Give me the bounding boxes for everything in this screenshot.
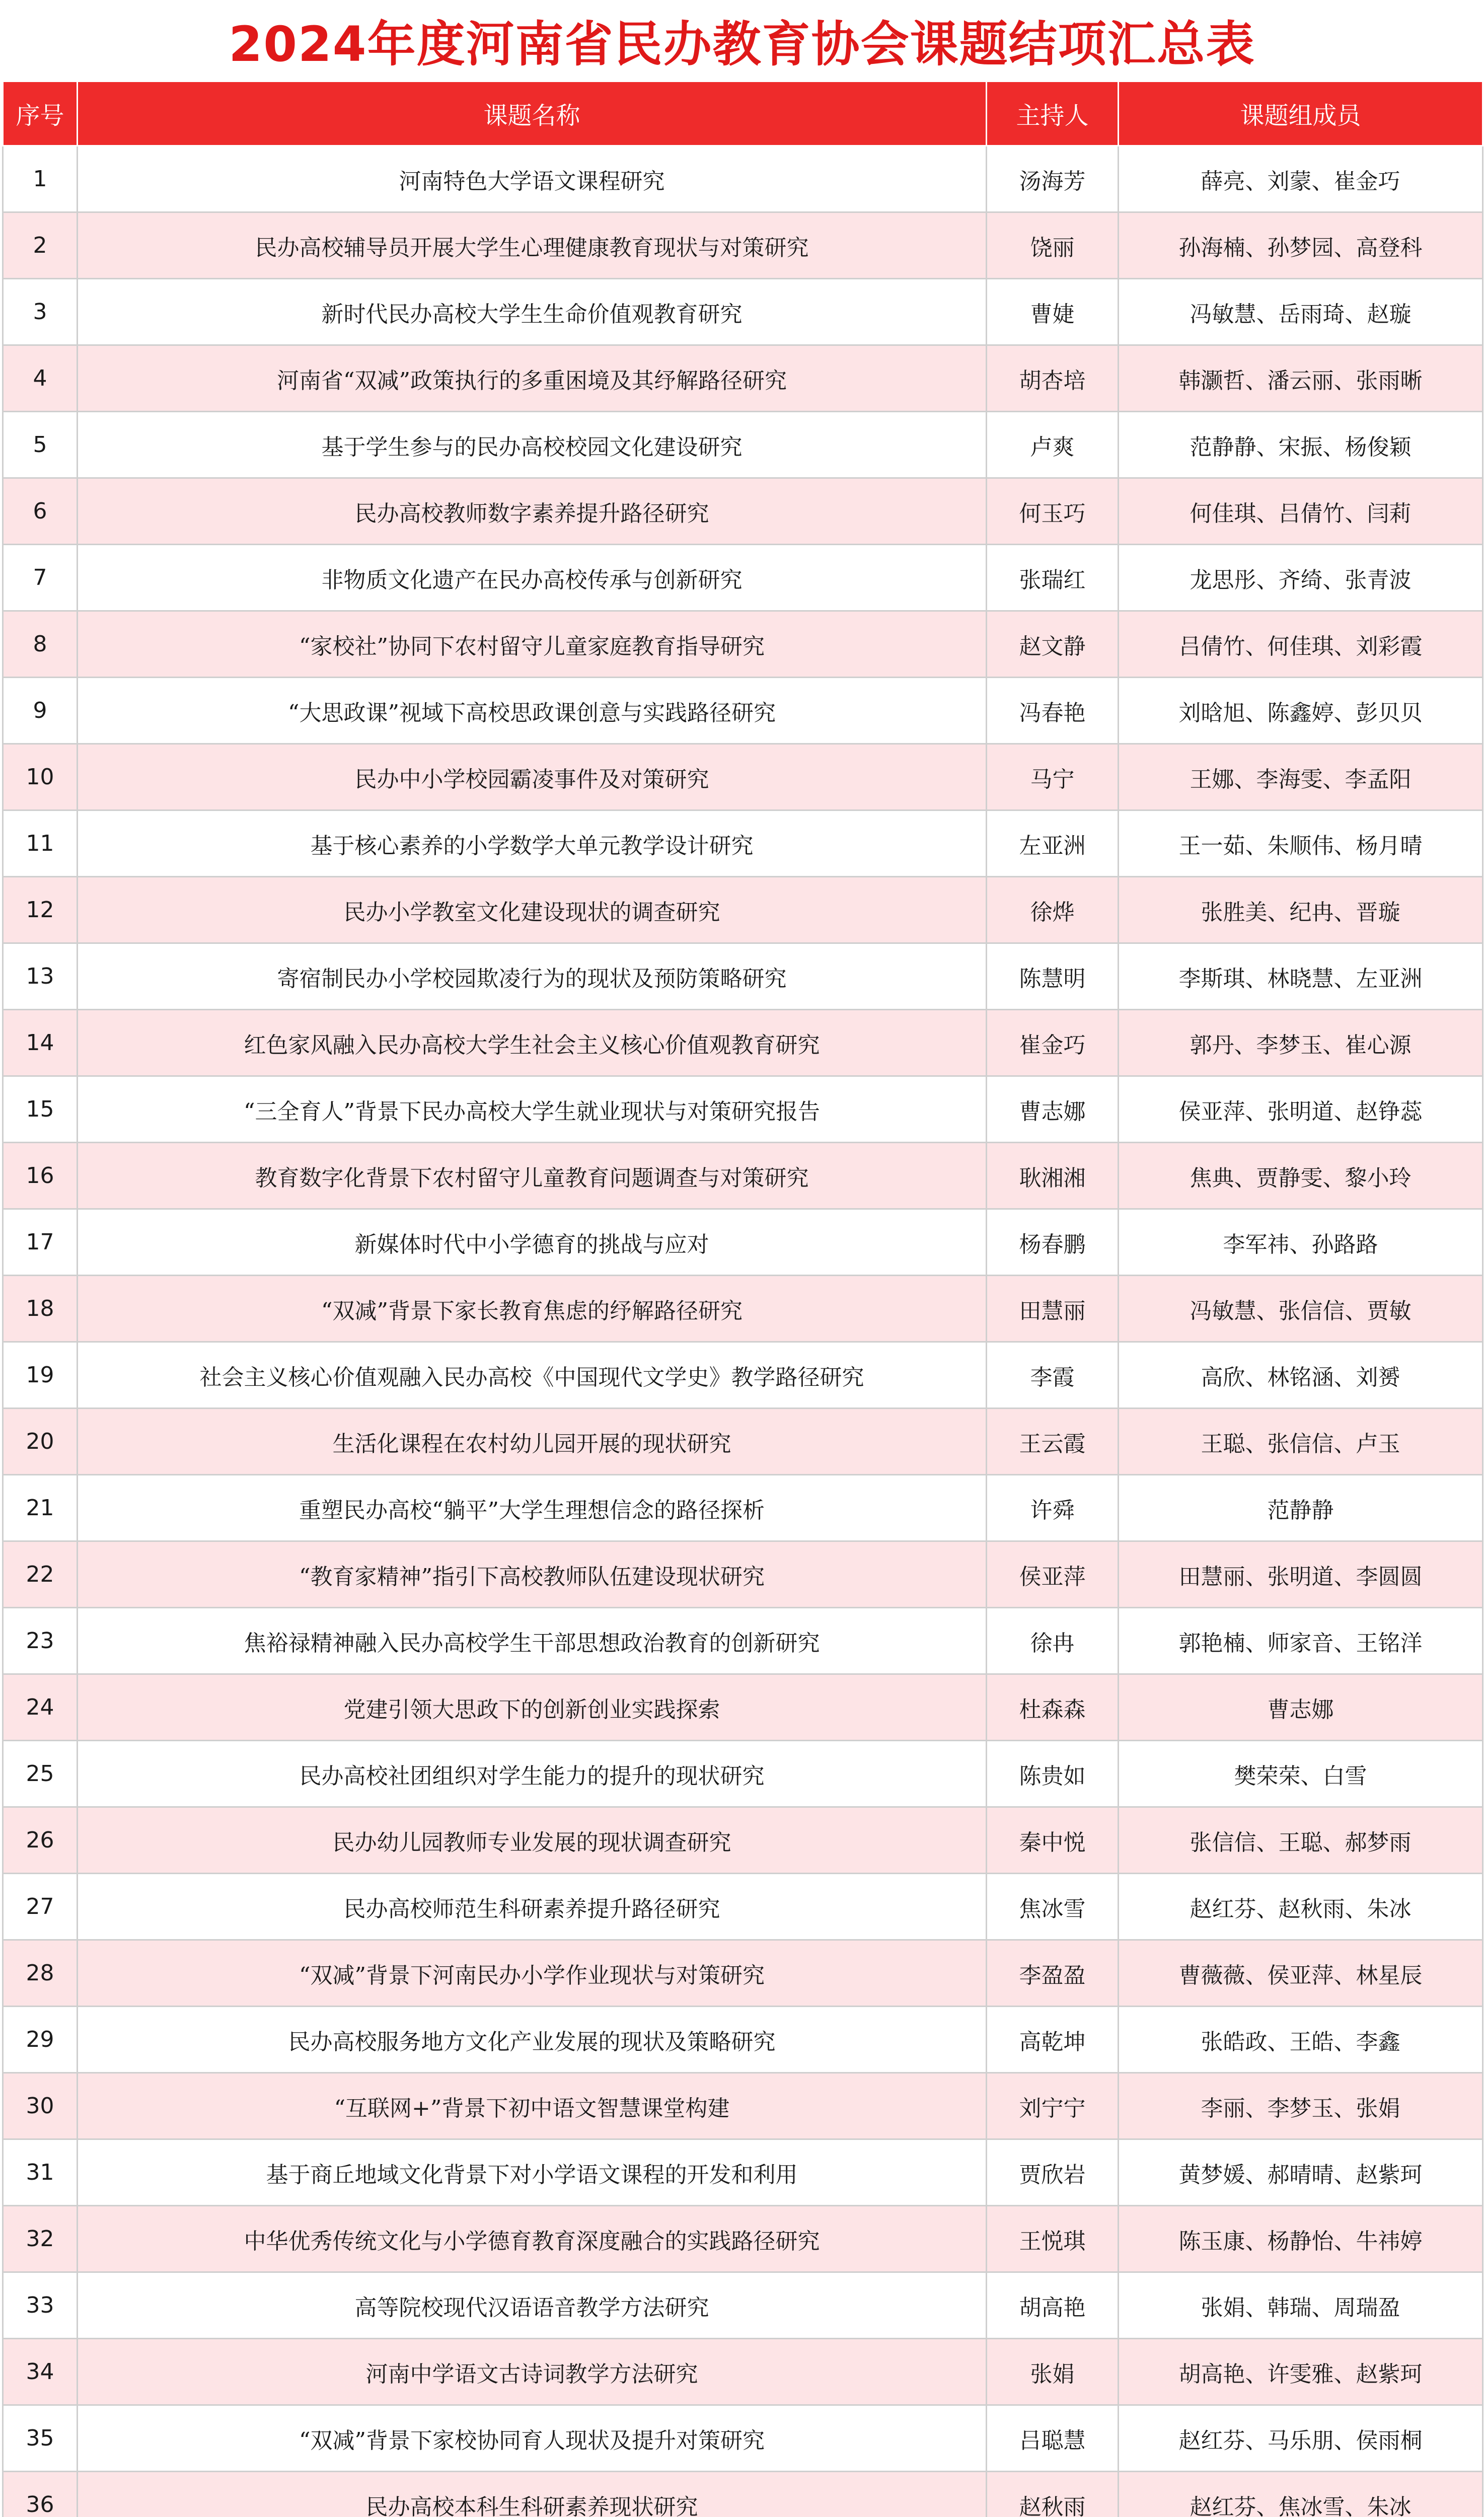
project-name: “双减”背景下家校协同育人现状及提升对策研究 [78,2405,987,2472]
host: 吕聪慧 [987,2405,1119,2472]
table-row [3,1608,1483,1674]
members: 王聪、张信信、卢玉 [1119,1409,1483,1475]
table-row [3,1076,1483,1143]
project-name: 新媒体时代中小学德育的挑战与应对 [78,1209,987,1276]
host: 许舜 [987,1475,1119,1541]
members: 赵红芬、马乐朋、侯雨桐 [1119,2405,1483,2472]
members: 李丽、李梦玉、张娟 [1119,2073,1483,2139]
table-row [3,2139,1483,2206]
table-body [3,146,1483,2517]
table-row [3,1209,1483,1276]
members: 冯敏慧、张信信、贾敏 [1119,1276,1483,1342]
project-name: 社会主义核心价值观融入民办高校《中国现代文学史》教学路径研究 [78,1342,987,1409]
host: 陈慧明 [987,943,1119,1010]
table-row [3,2339,1483,2405]
host: 胡高艳 [987,2272,1119,2339]
project-name: 民办高校社团组织对学生能力的提升的现状研究 [78,1741,987,1807]
host: 耿湘湘 [987,1143,1119,1209]
project-name: “大思政课”视域下高校思政课创意与实践路径研究 [78,678,987,744]
row-index: 9 [3,678,78,744]
project-name: 基于商丘地域文化背景下对小学语文课程的开发和利用 [78,2139,987,2206]
members: 赵红芬、焦冰雪、朱冰 [1119,2472,1483,2517]
host: 何玉巧 [987,478,1119,545]
row-index: 25 [3,1741,78,1807]
members: 吕倩竹、何佳琪、刘彩霞 [1119,611,1483,678]
members: 曹薇薇、侯亚萍、林星辰 [1119,1940,1483,2007]
project-name: 民办高校本科生科研素养现状研究 [78,2472,987,2517]
host: 左亚洲 [987,810,1119,877]
project-name: 非物质文化遗产在民办高校传承与创新研究 [78,545,987,611]
members: 冯敏慧、岳雨琦、赵璇 [1119,279,1483,345]
project-name: 民办小学教室文化建设现状的调查研究 [78,877,987,943]
row-index: 15 [3,1076,78,1143]
table-row [3,943,1483,1010]
project-name: 寄宿制民办小学校园欺凌行为的现状及预防策略研究 [78,943,987,1010]
host: 胡杏培 [987,345,1119,412]
host: 张娟 [987,2339,1119,2405]
host: 王悦琪 [987,2206,1119,2272]
members: 王娜、李海雯、李孟阳 [1119,744,1483,810]
table-row [3,545,1483,611]
host: 张瑞红 [987,545,1119,611]
header-host: 主持人 [987,82,1119,146]
header-index: 序号 [3,82,78,146]
host: 崔金巧 [987,1010,1119,1076]
project-name: “三全育人”背景下民办高校大学生就业现状与对策研究报告 [78,1076,987,1143]
row-index: 12 [3,877,78,943]
row-index: 36 [3,2472,78,2517]
members: 黄梦媛、郝晴晴、赵紫珂 [1119,2139,1483,2206]
members: 李斯琪、林晓慧、左亚洲 [1119,943,1483,1010]
row-index: 31 [3,2139,78,2206]
table-row [3,2472,1483,2517]
header-project-name: 课题名称 [78,82,987,146]
table-row [3,1674,1483,1741]
project-name: 民办幼儿园教师专业发展的现状调查研究 [78,1807,987,1874]
members: 王一茹、朱顺伟、杨月晴 [1119,810,1483,877]
table-row [3,810,1483,877]
project-name: 中华优秀传统文化与小学德育教育深度融合的实践路径研究 [78,2206,987,2272]
host: 曹婕 [987,279,1119,345]
project-summary-table [2,81,1483,2517]
table-row [3,345,1483,412]
table-row [3,1276,1483,1342]
project-name: 焦裕禄精神融入民办高校学生干部思想政治教育的创新研究 [78,1608,987,1674]
table-row [3,146,1483,212]
row-index: 22 [3,1541,78,1608]
row-index: 29 [3,2007,78,2073]
members: 曹志娜 [1119,1674,1483,1741]
row-index: 11 [3,810,78,877]
table-row [3,1475,1483,1541]
members: 何佳琪、吕倩竹、闫莉 [1119,478,1483,545]
table-row [3,412,1483,478]
project-name: 民办高校服务地方文化产业发展的现状及策略研究 [78,2007,987,2073]
row-index: 20 [3,1409,78,1475]
table-row [3,877,1483,943]
table-row [3,478,1483,545]
host: 侯亚萍 [987,1541,1119,1608]
host: 曹志娜 [987,1076,1119,1143]
members: 郭丹、李梦玉、崔心源 [1119,1010,1483,1076]
table-row [3,1940,1483,2007]
host: 卢爽 [987,412,1119,478]
table-row [3,2007,1483,2073]
host: 高乾坤 [987,2007,1119,2073]
row-index: 24 [3,1674,78,1741]
host: 秦中悦 [987,1807,1119,1874]
host: 焦冰雪 [987,1874,1119,1940]
host: 杨春鹏 [987,1209,1119,1276]
project-name: 新时代民办高校大学生生命价值观教育研究 [78,279,987,345]
table-row [3,2272,1483,2339]
host: 赵秋雨 [987,2472,1119,2517]
project-name: 红色家风融入民办高校大学生社会主义核心价值观教育研究 [78,1010,987,1076]
project-name: 河南中学语文古诗词教学方法研究 [78,2339,987,2405]
members: 张胜美、纪冉、晋璇 [1119,877,1483,943]
project-name: 重塑民办高校“躺平”大学生理想信念的路径探析 [78,1475,987,1541]
members: 范静静、宋振、杨俊颖 [1119,412,1483,478]
row-index: 7 [3,545,78,611]
table-header-row [3,82,1483,146]
table-row [3,1741,1483,1807]
row-index: 2 [3,212,78,279]
project-name: 教育数字化背景下农村留守儿童教育问题调查与对策研究 [78,1143,987,1209]
members: 赵红芬、赵秋雨、朱冰 [1119,1874,1483,1940]
host: 徐冉 [987,1608,1119,1674]
row-index: 21 [3,1475,78,1541]
project-name: 民办高校辅导员开展大学生心理健康教育现状与对策研究 [78,212,987,279]
table-row [3,1409,1483,1475]
project-name: 高等院校现代汉语语音教学方法研究 [78,2272,987,2339]
row-index: 17 [3,1209,78,1276]
row-index: 35 [3,2405,78,2472]
page-title: 2024年度河南省民办教育协会课题结项汇总表 [229,16,1255,72]
project-name: 生活化课程在农村幼儿园开展的现状研究 [78,1409,987,1475]
table-row [3,678,1483,744]
project-name: 民办高校教师数字素养提升路径研究 [78,478,987,545]
project-name: “教育家精神”指引下高校教师队伍建设现状研究 [78,1541,987,1608]
members: 范静静 [1119,1475,1483,1541]
host: 冯春艳 [987,678,1119,744]
project-name: 基于核心素养的小学数学大单元教学设计研究 [78,810,987,877]
row-index: 34 [3,2339,78,2405]
members: 张皓政、王皓、李鑫 [1119,2007,1483,2073]
row-index: 3 [3,279,78,345]
host: 陈贵如 [987,1741,1119,1807]
host: 刘宁宁 [987,2073,1119,2139]
table-row [3,2405,1483,2472]
host: 李霞 [987,1342,1119,1409]
row-index: 26 [3,1807,78,1874]
table-row [3,212,1483,279]
project-name: 河南特色大学语文课程研究 [78,146,987,212]
host: 杜森森 [987,1674,1119,1741]
row-index: 4 [3,345,78,412]
project-name: 民办中小学校园霸凌事件及对策研究 [78,744,987,810]
row-index: 18 [3,1276,78,1342]
row-index: 27 [3,1874,78,1940]
members: 侯亚萍、张明道、赵铮蕊 [1119,1076,1483,1143]
table-row [3,2206,1483,2272]
project-name: “家校社”协同下农村留守儿童家庭教育指导研究 [78,611,987,678]
project-name: “双减”背景下河南民办小学作业现状与对策研究 [78,1940,987,2007]
project-name: 基于学生参与的民办高校校园文化建设研究 [78,412,987,478]
members: 韩灏哲、潘云丽、张雨晰 [1119,345,1483,412]
row-index: 16 [3,1143,78,1209]
row-index: 28 [3,1940,78,2007]
row-index: 30 [3,2073,78,2139]
row-index: 14 [3,1010,78,1076]
row-index: 33 [3,2272,78,2339]
host: 赵文静 [987,611,1119,678]
host: 饶丽 [987,212,1119,279]
row-index: 13 [3,943,78,1010]
host: 马宁 [987,744,1119,810]
host: 汤海芳 [987,146,1119,212]
row-index: 8 [3,611,78,678]
table-row [3,1807,1483,1874]
members: 张信信、王聪、郝梦雨 [1119,1807,1483,1874]
row-index: 1 [3,146,78,212]
table-row [3,744,1483,810]
members: 龙思彤、齐绮、张青波 [1119,545,1483,611]
members: 高欣、林铭涵、刘赟 [1119,1342,1483,1409]
table-row [3,279,1483,345]
project-name: 河南省“双减”政策执行的多重困境及其纾解路径研究 [78,345,987,412]
project-name: “互联网+”背景下初中语文智慧课堂构建 [78,2073,987,2139]
members: 刘晗旭、陈鑫婷、彭贝贝 [1119,678,1483,744]
host: 贾欣岩 [987,2139,1119,2206]
table-row [3,1143,1483,1209]
host: 徐烨 [987,877,1119,943]
members: 陈玉康、杨静怡、牛祎婷 [1119,2206,1483,2272]
table-row [3,1541,1483,1608]
row-index: 5 [3,412,78,478]
members: 樊荣荣、白雪 [1119,1741,1483,1807]
members: 张娟、韩瑞、周瑞盈 [1119,2272,1483,2339]
project-name: 党建引领大思政下的创新创业实践探索 [78,1674,987,1741]
members: 焦典、贾静雯、黎小玲 [1119,1143,1483,1209]
host: 田慧丽 [987,1276,1119,1342]
table-row [3,611,1483,678]
table-row [3,1342,1483,1409]
row-index: 23 [3,1608,78,1674]
project-name: “双减”背景下家长教育焦虑的纾解路径研究 [78,1276,987,1342]
row-index: 19 [3,1342,78,1409]
members: 田慧丽、张明道、李圆圆 [1119,1541,1483,1608]
members: 孙海楠、孙梦园、高登科 [1119,212,1483,279]
host: 王云霞 [987,1409,1119,1475]
header-members: 课题组成员 [1119,82,1483,146]
members: 胡高艳、许雯雅、赵紫珂 [1119,2339,1483,2405]
row-index: 6 [3,478,78,545]
host: 李盈盈 [987,1940,1119,2007]
table-row [3,1010,1483,1076]
table-row [3,1874,1483,1940]
members: 李军祎、孙路路 [1119,1209,1483,1276]
project-name: 民办高校师范生科研素养提升路径研究 [78,1874,987,1940]
members: 郭艳楠、师家音、王铭洋 [1119,1608,1483,1674]
table-row [3,2073,1483,2139]
row-index: 10 [3,744,78,810]
members: 薛亮、刘蒙、崔金巧 [1119,146,1483,212]
row-index: 32 [3,2206,78,2272]
